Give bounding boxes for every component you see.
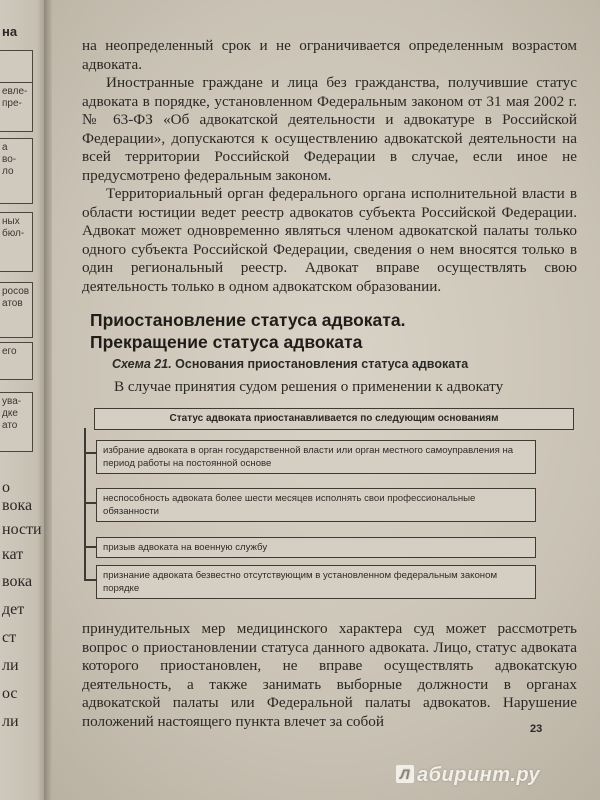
left-word: ности [2, 521, 42, 538]
left-word: вока [2, 497, 33, 514]
scheme-branch [84, 452, 96, 454]
left-box-5: росов атов [0, 282, 33, 338]
scheme-branch [84, 546, 96, 548]
scheme-item-missing: признание адвоката безвестно отсутствующим в установленном федеральным законом порядке [96, 565, 536, 599]
section-heading-line-2: Прекращение статуса адвоката [90, 332, 363, 352]
left-top-word: на [2, 24, 18, 39]
schema-number: Схема 21. [112, 357, 172, 371]
left-page-fragment [0, 0, 46, 800]
left-box-3: а во- ло [0, 138, 33, 204]
schema-title: Основания приостановления статуса адвоката [175, 357, 469, 371]
scheme-connector-line [84, 428, 86, 580]
left-word: кат [2, 546, 24, 563]
left-box-6: его [0, 342, 33, 380]
page-number: 23 [530, 723, 543, 735]
scheme-item-election: избрание адвоката в орган государственной власти или орган местного самоуправления на период работы на постоянной основе [96, 440, 536, 474]
left-word: дет [2, 601, 25, 618]
schema-caption [112, 357, 468, 371]
scheme-item-incapacity: неспособность адвоката более шести месяцев исполнять свои профессиональные обязанности [96, 488, 536, 522]
scheme-item-military: призыв адвоката на военную службу [96, 537, 536, 558]
scheme-branch [84, 579, 96, 581]
book-gutter [44, 0, 52, 800]
left-word: ос [2, 685, 18, 702]
left-word: ст [2, 629, 17, 646]
scheme-header-box: Статус адвоката приостанавливается по следующим основаниям [94, 408, 574, 430]
paragraph-3: Территориальный орган федерального органа исполнительной власти в области юстиции ведет реестр адвокатов субъекта Российской Федерации. Адвокат может одновременно являться членом адвокатской палаты только одного субъекта Российской Федерации, сведения о нем вносятся только в один региональный реестр. Адвокат вправе осуществлять свою деятельность только в одном адвокатском образовании. [82, 185, 577, 295]
watermark-badge: Л [396, 765, 414, 783]
left-box-4: ных бюл- [0, 212, 33, 272]
left-box-1 [0, 50, 33, 84]
left-word: вока [2, 573, 33, 590]
left-word: ли [2, 657, 19, 674]
watermark-text: абиринт.ру [417, 764, 541, 786]
left-word: о [2, 479, 10, 496]
book-page [52, 0, 600, 800]
left-box-2: евле- пре- [0, 82, 33, 132]
section-heading-line-1: Приостановление статуса адвоката. [90, 310, 406, 330]
watermark-logo [396, 764, 540, 787]
paragraph-2: Иностранные граждане и лица без гражданства, получившие статус адвоката в порядке, установленном Федеральным законом от 31 мая 2002 г. № 63-ФЗ «Об адвокатской деятельности и адвокатуре в Российской Федерации», допускаются к осуществлению адвокатской деятельности на всей территории Российской Федерации в случае, если иное не предусмотрено федеральным законом. [82, 74, 577, 184]
left-word: ли [2, 713, 19, 730]
lead-sentence: В случае принятия судом решения о применении к адвокату [114, 378, 504, 395]
left-box-7: ува- дке ато [0, 392, 33, 452]
paragraph-4: принудительных мер медицинского характера суд может рассмотреть вопрос о приостановлении статуса данного адвоката. Лицо, статус адвоката которого приостановлен, не вправе осуществлять адвокатскую деятельность, а также занимать выборные должности в органах адвокатской палаты или Федеральной палаты адвокатов. Нарушение положений настоящего пункта влечет за собой [82, 620, 577, 730]
scheme-branch [84, 502, 96, 504]
paragraph-1: на неопределенный срок и не ограничивается определенным возрастом адвоката. [82, 37, 577, 73]
